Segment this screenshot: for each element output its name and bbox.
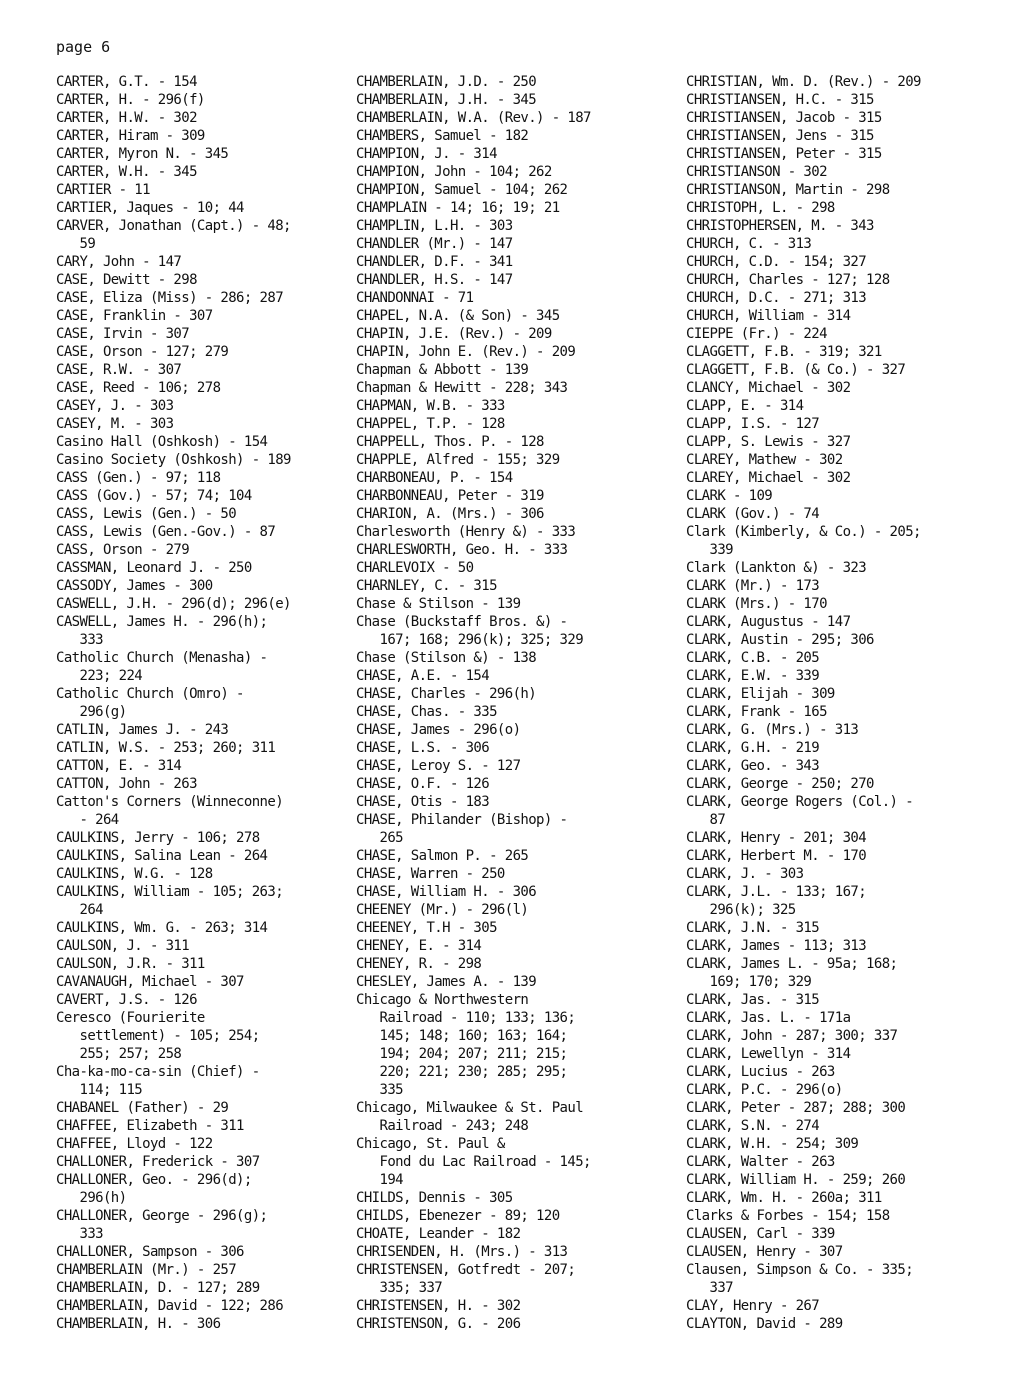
index-entry-line: CASSMAN, Leonard J. - 250 [56,560,252,576]
index-entry-line: CLARK, W.H. - 254; 309 [686,1136,859,1152]
index-entry-line: 255; 257; 258 [56,1046,182,1062]
index-entry-line: - 264 [56,812,119,828]
index-entry-line: 114; 115 [56,1082,143,1098]
index-entry-line: CHEENEY (Mr.) - 296(l) [356,902,529,918]
index-entry-line: Catton's Corners (Winneconne) [56,794,284,810]
index-entry-line: CHESLEY, James A. - 139 [356,974,537,990]
index-entry-line: CHASE, Philander (Bishop) - [356,812,568,828]
index-entry-line: CLARK, Henry - 201; 304 [686,830,867,846]
index-entry-line: CLARK, J. - 303 [686,866,804,882]
index-entry-line: CHARBONEAU, P. - 154 [356,470,513,486]
index-entry-line: 265 [356,830,403,846]
index-entry-line: CLARK, William H. - 259; 260 [686,1172,906,1188]
index-entry-line: CLAYTON, David - 289 [686,1316,843,1332]
index-entry-line: CLARK, George - 250; 270 [686,776,874,792]
index-column-3 [686,73,996,1333]
index-entry-line: CLARK (Mrs.) - 170 [686,596,827,612]
index-entry-line: CASE, Orson - 127; 279 [56,344,229,360]
index-entry-line: CHOATE, Leander - 182 [356,1226,521,1242]
index-entry-line: CHRISTIANSEN, H.C. - 315 [686,92,874,108]
index-entry-line: CHAMBERLAIN, D. - 127; 289 [56,1280,260,1296]
index-entry-line: CLARK, C.B. - 205 [686,650,820,666]
index-entry-line: CARY, John - 147 [56,254,182,270]
index-entry-line: CHASE, Charles - 296(h) [356,686,537,702]
index-entry-line: CHAMPION, John - 104; 262 [356,164,552,180]
index-entry-line: CLARK, James - 113; 313 [686,938,867,954]
index-entry-line: CLARK, George Rogers (Col.) - [686,794,914,810]
index-entry-line: settlement) - 105; 254; [56,1028,260,1044]
index-entry-line: CLARK, Augustus - 147 [686,614,851,630]
index-entry-line: CHASE, Chas. - 335 [356,704,497,720]
index-entry-line: CHARION, A. (Mrs.) - 306 [356,506,544,522]
index-entry-line: CHRISTIANSON, Martin - 298 [686,182,890,198]
index-entry-line: Railroad - 243; 248 [356,1118,529,1134]
index-entry-line: CHILDS, Dennis - 305 [356,1190,513,1206]
index-entry-line: CHARBONNEAU, Peter - 319 [356,488,544,504]
index-entry-line: CHURCH, C.D. - 154; 327 [686,254,867,270]
index-entry-line: Catholic Church (Omro) - [56,686,244,702]
index-entry-line: CHALLONER, George - 296(g); [56,1208,268,1224]
index-entry-line: CLARK, J.N. - 315 [686,920,820,936]
index-entry-line: CLARK, Elijah - 309 [686,686,835,702]
index-entry-line: CHURCH, William - 314 [686,308,851,324]
index-entry-line: Chapman & Hewitt - 228; 343 [356,380,568,396]
index-entry-line: CLARK, Jas. L. - 171a [686,1010,851,1026]
index-entry-line: CHAMBERLAIN, J.H. - 345 [356,92,537,108]
index-entry-line: CHAMPION, Samuel - 104; 262 [356,182,568,198]
page-number: page 6 [56,38,111,56]
index-entry-line: CHAPMAN, W.B. - 333 [356,398,505,414]
index-entry-line: CHALLONER, Frederick - 307 [56,1154,260,1170]
index-entry-line: CHRISTIANSEN, Peter - 315 [686,146,882,162]
index-entry-line: Clarks & Forbes - 154; 158 [686,1208,890,1224]
index-entry-line: CAULSON, J. - 311 [56,938,190,954]
index-entry-line: CHAMBERLAIN, J.D. - 250 [356,74,537,90]
index-entry-line: CHASE, A.E. - 154 [356,668,490,684]
index-entry-line: CHAMPION, J. - 314 [356,146,497,162]
index-entry-line: CHANDLER (Mr.) - 147 [356,236,513,252]
index-entry-line: CHASE, Salmon P. - 265 [356,848,529,864]
index-entry-line: CHAPPELL, Thos. P. - 128 [356,434,544,450]
index-entry-line: CHASE, O.F. - 126 [356,776,490,792]
index-entry-line: Chase (Buckstaff Bros. &) - [356,614,568,630]
index-entry-line: CLAPP, E. - 314 [686,398,804,414]
index-entry-line: CLARK, Austin - 295; 306 [686,632,874,648]
index-entry-line: 339 [686,542,733,558]
index-entry-line: CATLIN, W.S. - 253; 260; 311 [56,740,276,756]
index-entry-line: CLAPP, S. Lewis - 327 [686,434,851,450]
index-entry-line: CHABANEL (Father) - 29 [56,1100,229,1116]
index-entry-line: CHURCH, C. - 313 [686,236,812,252]
index-entry-line: CHRISTENSEN, Gotfredt - 207; [356,1262,576,1278]
index-entry-line: CLARK, P.C. - 296(o) [686,1082,843,1098]
index-entry-line: 264 [56,902,103,918]
index-entry-line: CHURCH, Charles - 127; 128 [686,272,890,288]
index-entry-line: CHARLESWORTH, Geo. H. - 333 [356,542,568,558]
index-entry-line: CLAUSEN, Henry - 307 [686,1244,843,1260]
index-entry-line: Railroad - 110; 133; 136; [356,1010,576,1026]
index-entry-line: CLARK, Lewellyn - 314 [686,1046,851,1062]
index-entry-line: CLARK, Wm. H. - 260a; 311 [686,1190,882,1206]
index-entry-line: CAULKINS, Salina Lean - 264 [56,848,268,864]
index-entry-line: CHRISTIANSEN, Jacob - 315 [686,110,882,126]
index-entry-line: CHENEY, E. - 314 [356,938,482,954]
index-entry-line: CHANDONNAI - 71 [356,290,474,306]
index-entry-line: CHAMPLIN, L.H. - 303 [356,218,513,234]
index-entry-line: CHRISTENSON, G. - 206 [356,1316,521,1332]
index-entry-line: CLARK, G.H. - 219 [686,740,820,756]
index-entry-line: CAVANAUGH, Michael - 307 [56,974,244,990]
index-entry-line: Casino Hall (Oshkosh) - 154 [56,434,268,450]
index-entry-line: CLARK, Lucius - 263 [686,1064,835,1080]
index-entry-line: CHANDLER, H.S. - 147 [356,272,513,288]
index-entry-line: 335 [356,1082,403,1098]
index-entry-line: CHRISTENSEN, H. - 302 [356,1298,521,1314]
index-entry-line: CARTIER - 11 [56,182,150,198]
index-entry-line: 87 [686,812,726,828]
index-entry-line: 194; 204; 207; 211; 215; [356,1046,568,1062]
index-entry-line: Clark (Kimberly, & Co.) - 205; [686,524,921,540]
index-entry-line: CHALLONER, Geo. - 296(d); [56,1172,252,1188]
index-column-1 [56,73,366,1333]
index-entry-line: CHASE, William H. - 306 [356,884,537,900]
index-entry-line: 337 [686,1280,733,1296]
index-entry-line: CHENEY, R. - 298 [356,956,482,972]
index-entry-line: CLARK (Mr.) - 173 [686,578,820,594]
index-entry-line: CHAMBERLAIN, W.A. (Rev.) - 187 [356,110,591,126]
index-entry-line: Ceresco (Fourierite [56,1010,205,1026]
index-entry-line: CHAMBERS, Samuel - 182 [356,128,529,144]
index-entry-line: Clark (Lankton &) - 323 [686,560,867,576]
index-entry-line: CHAFFEE, Elizabeth - 311 [56,1118,244,1134]
index-entry-line: Clausen, Simpson & Co. - 335; [686,1262,914,1278]
index-entry-line: CLAY, Henry - 267 [686,1298,820,1314]
index-entry-line: 220; 221; 230; 285; 295; [356,1064,568,1080]
index-entry-line: 145; 148; 160; 163; 164; [356,1028,568,1044]
index-entry-line: CLARK (Gov.) - 74 [686,506,820,522]
index-entry-line: CHRISTOPHERSEN, M. - 343 [686,218,874,234]
index-entry-line: CASS, Lewis (Gen.-Gov.) - 87 [56,524,276,540]
index-entry-line: 169; 170; 329 [686,974,812,990]
index-entry-line: CASS (Gov.) - 57; 74; 104 [56,488,252,504]
index-entry-line: CLARK, J.L. - 133; 167; [686,884,867,900]
index-entry-line: CLANCY, Michael - 302 [686,380,851,396]
index-entry-line: CHALLONER, Sampson - 306 [56,1244,244,1260]
index-entry-line: CHASE, James - 296(o) [356,722,521,738]
index-entry-line: CARTER, Hiram - 309 [56,128,205,144]
index-entry-line: Casino Society (Oshkosh) - 189 [56,452,291,468]
index-entry-line: 194 [356,1172,403,1188]
index-entry-line: CLARK, G. (Mrs.) - 313 [686,722,859,738]
index-entry-line: CLARK, Herbert M. - 170 [686,848,867,864]
index-entry-line: CHRISTIANSON - 302 [686,164,827,180]
index-entry-line: CHRISTIANSEN, Jens - 315 [686,128,874,144]
index-entry-line: CHASE, L.S. - 306 [356,740,490,756]
index-entry-line: CASE, R.W. - 307 [56,362,182,378]
index-entry-line: Charlesworth (Henry &) - 333 [356,524,576,540]
index-entry-line: CATTON, E. - 314 [56,758,182,774]
index-entry-line: CARTER, H. - 296(f) [56,92,205,108]
index-entry-line: Chapman & Abbott - 139 [356,362,529,378]
index-entry-line: 296(h) [56,1190,127,1206]
index-entry-line: CAULKINS, W.G. - 128 [56,866,213,882]
index-entry-line: Catholic Church (Menasha) - [56,650,268,666]
index-entry-line: CAULKINS, Wm. G. - 263; 314 [56,920,268,936]
index-entry-line: CAVERT, J.S. - 126 [56,992,197,1008]
index-entry-line: CHAMBERLAIN, H. - 306 [56,1316,221,1332]
index-entry-line: CLAGGETT, F.B. (& Co.) - 327 [686,362,906,378]
index-entry-line: CHAPEL, N.A. (& Son) - 345 [356,308,560,324]
index-entry-line: Cha-ka-mo-ca-sin (Chief) - [56,1064,260,1080]
index-entry-line: Fond du Lac Railroad - 145; [356,1154,591,1170]
index-entry-line: Chase & Stilson - 139 [356,596,521,612]
index-entry-line: CARTER, Myron N. - 345 [56,146,229,162]
index-entry-line: CASE, Eliza (Miss) - 286; 287 [56,290,284,306]
index-entry-line: CARTIER, Jaques - 10; 44 [56,200,244,216]
index-entry-line: CLARK, Geo. - 343 [686,758,820,774]
index-entry-line: CHAPIN, John E. (Rev.) - 209 [356,344,576,360]
index-entry-line: CHASE, Leroy S. - 127 [356,758,521,774]
index-entry-line: CLAREY, Mathew - 302 [686,452,843,468]
index-entry-line: CASE, Reed - 106; 278 [56,380,221,396]
index-entry-line: CHAMBERLAIN, David - 122; 286 [56,1298,284,1314]
index-entry-line: CIEPPE (Fr.) - 224 [686,326,827,342]
index-entry-line: CLARK, James L. - 95a; 168; [686,956,898,972]
index-entry-line: CHURCH, D.C. - 271; 313 [686,290,867,306]
index-entry-line: CLARK, John - 287; 300; 337 [686,1028,898,1044]
index-entry-line: CLARK, S.N. - 274 [686,1118,820,1134]
index-entry-line: CHASE, Warren - 250 [356,866,505,882]
index-entry-line: CASS, Lewis (Gen.) - 50 [56,506,237,522]
index-entry-line: CASS (Gen.) - 97; 118 [56,470,221,486]
index-entry-line: CAULKINS, Jerry - 106; 278 [56,830,260,846]
index-entry-line: CLAPP, I.S. - 127 [686,416,820,432]
index-entry-line: CASE, Irvin - 307 [56,326,190,342]
index-entry-line: CLAUSEN, Carl - 339 [686,1226,835,1242]
index-entry-line: CLARK - 109 [686,488,773,504]
index-entry-line: 296(k); 325 [686,902,796,918]
index-entry-line: 333 [56,632,103,648]
index-entry-line: CHEENEY, T.H - 305 [356,920,497,936]
index-entry-line: CHARLEVOIX - 50 [356,560,474,576]
index-entry-line: CASS, Orson - 279 [56,542,190,558]
index-entry-line: 333 [56,1226,103,1242]
index-entry-line: 296(g) [56,704,127,720]
index-entry-line: CHANDLER, D.F. - 341 [356,254,513,270]
index-entry-line: CHAPPLE, Alfred - 155; 329 [356,452,560,468]
index-entry-line: CLARK, Walter - 263 [686,1154,835,1170]
index-entry-line: CARTER, H.W. - 302 [56,110,197,126]
index-entry-line: CAULSON, J.R. - 311 [56,956,205,972]
index-entry-line: Chase (Stilson &) - 138 [356,650,537,666]
index-entry-line: CLARK, Peter - 287; 288; 300 [686,1100,906,1116]
index-entry-line: Chicago & Northwestern [356,992,529,1008]
index-entry-line: 223; 224 [56,668,143,684]
index-entry-line: CARTER, W.H. - 345 [56,164,197,180]
index-entry-line: CLARK, Frank - 165 [686,704,827,720]
index-entry-line: CASE, Franklin - 307 [56,308,213,324]
index-entry-line: CASEY, M. - 303 [56,416,174,432]
index-entry-line: CHAFFEE, Lloyd - 122 [56,1136,213,1152]
index-entry-line: CLAREY, Michael - 302 [686,470,851,486]
index-entry-line: CASWELL, J.H. - 296(d); 296(e) [56,596,291,612]
index-entry-line: CAULKINS, William - 105; 263; [56,884,284,900]
index-entry-line: CASWELL, James H. - 296(h); [56,614,268,630]
index-entry-line: CHAMPLAIN - 14; 16; 19; 21 [356,200,560,216]
index-entry-line: CLARK, Jas. - 315 [686,992,820,1008]
index-entry-line: CHAMBERLAIN (Mr.) - 257 [56,1262,237,1278]
index-entry-line: CHARNLEY, C. - 315 [356,578,497,594]
index-entry-line: CATTON, John - 263 [56,776,197,792]
index-entry-line: 59 [56,236,96,252]
index-entry-line: CHILDS, Ebenezer - 89; 120 [356,1208,560,1224]
index-entry-line: CATLIN, James J. - 243 [56,722,229,738]
index-entry-line: Chicago, Milwaukee & St. Paul [356,1100,584,1116]
index-entry-line: CHRISTOPH, L. - 298 [686,200,835,216]
index-entry-line: CHRISENDEN, H. (Mrs.) - 313 [356,1244,568,1260]
index-entry-line: CLARK, E.W. - 339 [686,668,820,684]
index-entry-line: CHAPIN, J.E. (Rev.) - 209 [356,326,552,342]
index-entry-line: CASSODY, James - 300 [56,578,213,594]
index-entry-line: CASEY, J. - 303 [56,398,174,414]
index-entry-line: CARTER, G.T. - 154 [56,74,197,90]
index-entry-line: CASE, Dewitt - 298 [56,272,197,288]
index-entry-line: CLAGGETT, F.B. - 319; 321 [686,344,882,360]
index-entry-line: 335; 337 [356,1280,443,1296]
index-entry-line: Chicago, St. Paul & [356,1136,505,1152]
index-entry-line: CHAPPEL, T.P. - 128 [356,416,505,432]
index-entry-line: CHASE, Otis - 183 [356,794,490,810]
index-entry-line: 167; 168; 296(k); 325; 329 [356,632,584,648]
index-column-2 [356,73,666,1333]
index-entry-line: CHRISTIAN, Wm. D. (Rev.) - 209 [686,74,921,90]
index-entry-line: CARVER, Jonathan (Capt.) - 48; [56,218,291,234]
